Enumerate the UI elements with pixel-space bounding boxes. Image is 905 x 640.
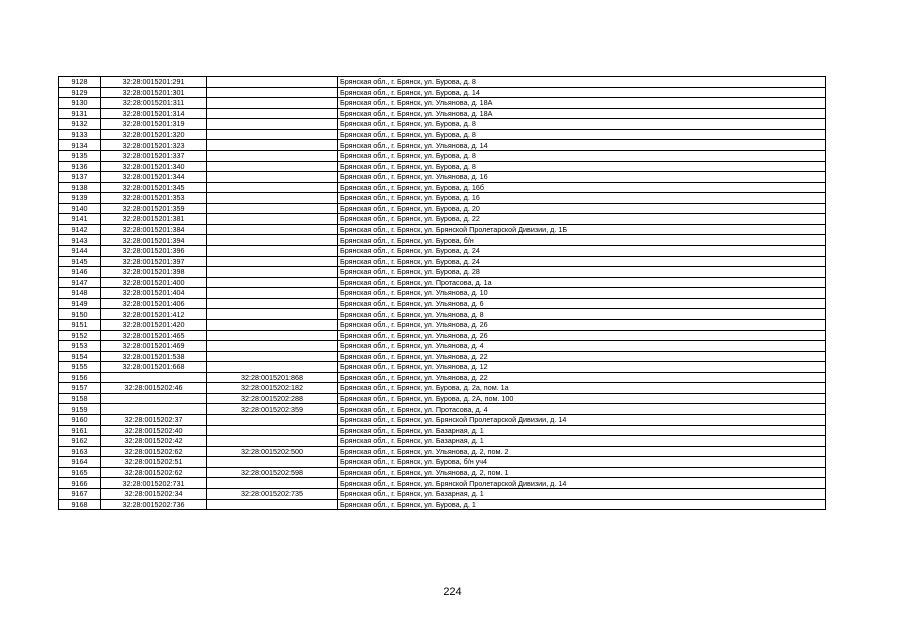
linked-cadastral-number-cell — [207, 478, 338, 489]
table-row — [59, 87, 826, 98]
cadastral-number-cell: 32:28:0015201:404 — [101, 288, 207, 299]
linked-cadastral-number-cell: 32:28:0015202:735 — [207, 488, 338, 499]
row-number-cell: 9145 — [59, 256, 101, 267]
row-number-cell: 9143 — [59, 235, 101, 246]
address-cell: Брянская обл., г. Брянск, ул. Ульянова, д. 18А — [338, 108, 826, 119]
address-cell: Брянская обл., г. Брянск, ул. Бурова, д. 22 — [338, 214, 826, 225]
address-cell: Брянская обл., г. Брянск, ул. Базарная, д. 1 — [338, 488, 826, 499]
linked-cadastral-number-cell — [207, 108, 338, 119]
table-row — [59, 436, 826, 447]
linked-cadastral-number-cell — [207, 425, 338, 436]
row-number-cell: 9150 — [59, 309, 101, 320]
row-number-cell: 9156 — [59, 372, 101, 383]
row-number-cell: 9135 — [59, 150, 101, 161]
row-number-cell: 9133 — [59, 129, 101, 140]
cadastral-number-cell — [101, 393, 207, 404]
address-cell: Брянская обл., г. Брянск, ул. Базарная, д. 1 — [338, 436, 826, 447]
row-number-cell: 9155 — [59, 362, 101, 373]
linked-cadastral-number-cell — [207, 256, 338, 267]
table-row — [59, 140, 826, 151]
cadastral-number-cell: 32:28:0015202:34 — [101, 488, 207, 499]
linked-cadastral-number-cell — [207, 140, 338, 151]
address-cell: Брянская обл., г. Брянск, ул. Бурова, д. 20 — [338, 203, 826, 214]
cadastral-number-cell: 32:28:0015201:381 — [101, 214, 207, 225]
row-number-cell: 9130 — [59, 98, 101, 109]
linked-cadastral-number-cell — [207, 87, 338, 98]
table-row — [59, 235, 826, 246]
row-number-cell: 9164 — [59, 457, 101, 468]
address-cell: Брянская обл., г. Брянск, ул. Базарная, д. 1 — [338, 425, 826, 436]
address-cell: Брянская обл., г. Брянск, ул. Брянской Пролетарской Дивизии, д. 14 — [338, 415, 826, 426]
linked-cadastral-number-cell — [207, 330, 338, 341]
cadastral-number-cell: 32:28:0015201:323 — [101, 140, 207, 151]
linked-cadastral-number-cell — [207, 436, 338, 447]
cadastral-number-cell: 32:28:0015201:301 — [101, 87, 207, 98]
table-row — [59, 193, 826, 204]
row-number-cell: 9154 — [59, 351, 101, 362]
address-cell: Брянская обл., г. Брянск, ул. Брянской Пролетарской Дивизии, д. 1Б — [338, 224, 826, 235]
table-row — [59, 108, 826, 119]
row-number-cell: 9132 — [59, 119, 101, 130]
cadastral-number-cell: 32:28:0015201:398 — [101, 267, 207, 278]
table-row — [59, 277, 826, 288]
table-row — [59, 77, 826, 88]
address-cell: Брянская обл., г. Брянск, ул. Бурова, д. 8 — [338, 77, 826, 88]
address-cell: Брянская обл., г. Брянск, ул. Ульянова, д. 10 — [338, 288, 826, 299]
linked-cadastral-number-cell — [207, 246, 338, 257]
address-cell: Брянская обл., г. Брянск, ул. Ульянова, д. 22 — [338, 351, 826, 362]
row-number-cell: 9168 — [59, 499, 101, 510]
linked-cadastral-number-cell: 32:28:0015202:500 — [207, 446, 338, 457]
table-row — [59, 383, 826, 394]
linked-cadastral-number-cell: 32:28:0015202:288 — [207, 393, 338, 404]
table-row — [59, 203, 826, 214]
address-cell: Брянская обл., г. Брянск, ул. Бурова, д. 1 — [338, 499, 826, 510]
row-number-cell: 9148 — [59, 288, 101, 299]
cadastral-number-cell: 32:28:0015201:319 — [101, 119, 207, 130]
address-cell: Брянская обл., г. Брянск, ул. Протасова, д. 1а — [338, 277, 826, 288]
address-cell: Брянская обл., г. Брянск, ул. Бурова, д. 2А, пом. 100 — [338, 393, 826, 404]
row-number-cell: 9138 — [59, 182, 101, 193]
address-cell: Брянская обл., г. Брянск, ул. Бурова, д. 16 — [338, 193, 826, 204]
row-number-cell: 9149 — [59, 298, 101, 309]
table-row — [59, 457, 826, 468]
address-cell: Брянская обл., г. Брянск, ул. Брянской Пролетарской Дивизии, д. 14 — [338, 478, 826, 489]
table-row — [59, 415, 826, 426]
linked-cadastral-number-cell — [207, 277, 338, 288]
table-row — [59, 446, 826, 457]
cadastral-number-cell: 32:28:0015201:359 — [101, 203, 207, 214]
linked-cadastral-number-cell — [207, 415, 338, 426]
linked-cadastral-number-cell — [207, 214, 338, 225]
linked-cadastral-number-cell — [207, 362, 338, 373]
row-number-cell: 9153 — [59, 341, 101, 352]
cadastral-number-cell: 32:28:0015201:538 — [101, 351, 207, 362]
linked-cadastral-number-cell — [207, 129, 338, 140]
linked-cadastral-number-cell: 32:28:0015202:182 — [207, 383, 338, 394]
table-row — [59, 298, 826, 309]
table-row — [59, 288, 826, 299]
linked-cadastral-number-cell — [207, 351, 338, 362]
address-cell: Брянская обл., г. Брянск, ул. Бурова, б/н — [338, 235, 826, 246]
address-cell: Брянская обл., г. Брянск, ул. Бурова, д. 24 — [338, 246, 826, 257]
linked-cadastral-number-cell — [207, 150, 338, 161]
linked-cadastral-number-cell — [207, 161, 338, 172]
cadastral-number-cell: 32:28:0015201:397 — [101, 256, 207, 267]
address-cell: Брянская обл., г. Брянск, ул. Бурова, д. 14 — [338, 87, 826, 98]
row-number-cell: 9129 — [59, 87, 101, 98]
linked-cadastral-number-cell — [207, 309, 338, 320]
table-row — [59, 214, 826, 225]
cadastral-number-cell: 32:28:0015201:406 — [101, 298, 207, 309]
cadastral-number-cell: 32:28:0015201:344 — [101, 172, 207, 183]
address-cell: Брянская обл., г. Брянск, ул. Ульянова, д. 26 — [338, 319, 826, 330]
table-row — [59, 351, 826, 362]
row-number-cell: 9139 — [59, 193, 101, 204]
table-row — [59, 119, 826, 130]
table-row — [59, 267, 826, 278]
row-number-cell: 9134 — [59, 140, 101, 151]
cadastral-number-cell: 32:28:0015201:384 — [101, 224, 207, 235]
table-row — [59, 404, 826, 415]
table-row — [59, 161, 826, 172]
linked-cadastral-number-cell — [207, 499, 338, 510]
cadastral-number-cell: 32:28:0015201:420 — [101, 319, 207, 330]
cadastral-number-cell: 32:28:0015201:337 — [101, 150, 207, 161]
address-cell: Брянская обл., г. Брянск, ул. Бурова, д. 28 — [338, 267, 826, 278]
cadastral-number-cell: 32:28:0015201:465 — [101, 330, 207, 341]
row-number-cell: 9141 — [59, 214, 101, 225]
row-number-cell: 9157 — [59, 383, 101, 394]
address-cell: Брянская обл., г. Брянск, ул. Ульянова, д. 16 — [338, 172, 826, 183]
cadastral-number-cell: 32:28:0015201:469 — [101, 341, 207, 352]
address-cell: Брянская обл., г. Брянск, ул. Бурова, д. 8 — [338, 129, 826, 140]
row-number-cell: 9163 — [59, 446, 101, 457]
row-number-cell: 9128 — [59, 77, 101, 88]
table-row — [59, 182, 826, 193]
row-number-cell: 9131 — [59, 108, 101, 119]
linked-cadastral-number-cell — [207, 172, 338, 183]
row-number-cell: 9142 — [59, 224, 101, 235]
cadastral-number-cell: 32:28:0015201:668 — [101, 362, 207, 373]
page-number: 224 — [443, 586, 462, 598]
cadastral-number-cell: 32:28:0015201:394 — [101, 235, 207, 246]
linked-cadastral-number-cell — [207, 203, 338, 214]
row-number-cell: 9144 — [59, 246, 101, 257]
cadastral-number-cell: 32:28:0015202:62 — [101, 446, 207, 457]
linked-cadastral-number-cell: 32:28:0015202:598 — [207, 467, 338, 478]
linked-cadastral-number-cell — [207, 457, 338, 468]
row-number-cell: 9160 — [59, 415, 101, 426]
address-cell: Брянская обл., г. Брянск, ул. Бурова, д. 8 — [338, 150, 826, 161]
table-row — [59, 246, 826, 257]
cadastral-number-cell: 32:28:0015202:736 — [101, 499, 207, 510]
cadastral-number-cell — [101, 404, 207, 415]
linked-cadastral-number-cell — [207, 119, 338, 130]
cadastral-number-cell: 32:28:0015202:62 — [101, 467, 207, 478]
table-row — [59, 150, 826, 161]
cadastral-number-cell: 32:28:0015201:311 — [101, 98, 207, 109]
table-row — [59, 467, 826, 478]
table-row — [59, 330, 826, 341]
cadastral-number-cell: 32:28:0015201:412 — [101, 309, 207, 320]
table-row — [59, 129, 826, 140]
linked-cadastral-number-cell — [207, 267, 338, 278]
table-row — [59, 372, 826, 383]
cadastral-number-cell: 32:28:0015202:42 — [101, 436, 207, 447]
table-row — [59, 224, 826, 235]
row-number-cell: 9140 — [59, 203, 101, 214]
linked-cadastral-number-cell — [207, 77, 338, 88]
address-cell: Брянская обл., г. Брянск, ул. Бурова, д. 16б — [338, 182, 826, 193]
row-number-cell: 9161 — [59, 425, 101, 436]
row-number-cell: 9165 — [59, 467, 101, 478]
cadastral-number-cell: 32:28:0015201:400 — [101, 277, 207, 288]
cadastral-number-cell: 32:28:0015201:345 — [101, 182, 207, 193]
cadastral-number-cell: 32:28:0015202:46 — [101, 383, 207, 394]
table-row — [59, 319, 826, 330]
row-number-cell: 9151 — [59, 319, 101, 330]
address-cell: Брянская обл., г. Брянск, ул. Бурова, б/н уч4 — [338, 457, 826, 468]
linked-cadastral-number-cell: 32:28:0015202:359 — [207, 404, 338, 415]
row-number-cell: 9158 — [59, 393, 101, 404]
table-row — [59, 499, 826, 510]
cadastral-number-cell: 32:28:0015201:314 — [101, 108, 207, 119]
linked-cadastral-number-cell — [207, 319, 338, 330]
table-row — [59, 488, 826, 499]
table-row — [59, 309, 826, 320]
table-row — [59, 256, 826, 267]
table-row — [59, 98, 826, 109]
row-number-cell: 9167 — [59, 488, 101, 499]
address-cell: Брянская обл., г. Брянск, ул. Ульянова, д. 12 — [338, 362, 826, 373]
cadastral-number-cell: 32:28:0015201:353 — [101, 193, 207, 204]
cadastral-number-cell: 32:28:0015201:340 — [101, 161, 207, 172]
address-cell: Брянская обл., г. Брянск, ул. Ульянова, д. 2, пом. 1 — [338, 467, 826, 478]
row-number-cell: 9146 — [59, 267, 101, 278]
cadastral-number-cell: 32:28:0015201:396 — [101, 246, 207, 257]
address-cell: Брянская обл., г. Брянск, ул. Ульянова, д. 22 — [338, 372, 826, 383]
address-cell: Брянская обл., г. Брянск, ул. Ульянова, д. 14 — [338, 140, 826, 151]
table-row — [59, 425, 826, 436]
address-cell: Брянская обл., г. Брянск, ул. Протасова, д. 4 — [338, 404, 826, 415]
linked-cadastral-number-cell — [207, 235, 338, 246]
address-cell: Брянская обл., г. Брянск, ул. Ульянова, д. 6 — [338, 298, 826, 309]
address-cell: Брянская обл., г. Брянск, ул. Бурова, д. 8 — [338, 161, 826, 172]
linked-cadastral-number-cell — [207, 341, 338, 352]
table-row — [59, 362, 826, 373]
address-cell: Брянская обл., г. Брянск, ул. Ульянова, д. 18А — [338, 98, 826, 109]
table-row — [59, 393, 826, 404]
registry-table-body — [59, 77, 826, 510]
cadastral-number-cell: 32:28:0015201:320 — [101, 129, 207, 140]
linked-cadastral-number-cell — [207, 98, 338, 109]
address-cell: Брянская обл., г. Брянск, ул. Бурова, д. 2а, пом. 1а — [338, 383, 826, 394]
linked-cadastral-number-cell — [207, 298, 338, 309]
row-number-cell: 9166 — [59, 478, 101, 489]
cadastral-number-cell: 32:28:0015202:51 — [101, 457, 207, 468]
linked-cadastral-number-cell — [207, 288, 338, 299]
linked-cadastral-number-cell — [207, 193, 338, 204]
address-cell: Брянская обл., г. Брянск, ул. Бурова, д. 24 — [338, 256, 826, 267]
cadastral-number-cell: 32:28:0015202:40 — [101, 425, 207, 436]
cadastral-number-cell — [101, 372, 207, 383]
row-number-cell: 9159 — [59, 404, 101, 415]
address-cell: Брянская обл., г. Брянск, ул. Ульянова, д. 2, пом. 2 — [338, 446, 826, 457]
address-cell: Брянская обл., г. Брянск, ул. Ульянова, д. 4 — [338, 341, 826, 352]
row-number-cell: 9137 — [59, 172, 101, 183]
cadastral-number-cell: 32:28:0015201:291 — [101, 77, 207, 88]
row-number-cell: 9147 — [59, 277, 101, 288]
row-number-cell: 9162 — [59, 436, 101, 447]
address-cell: Брянская обл., г. Брянск, ул. Бурова, д. 8 — [338, 119, 826, 130]
table-row — [59, 341, 826, 352]
address-cell: Брянская обл., г. Брянск, ул. Ульянова, д. 8 — [338, 309, 826, 320]
linked-cadastral-number-cell: 32:28:0015201:868 — [207, 372, 338, 383]
row-number-cell: 9136 — [59, 161, 101, 172]
address-cell: Брянская обл., г. Брянск, ул. Ульянова, д. 26 — [338, 330, 826, 341]
table-row — [59, 478, 826, 489]
linked-cadastral-number-cell — [207, 182, 338, 193]
table-row — [59, 172, 826, 183]
row-number-cell: 9152 — [59, 330, 101, 341]
cadastral-number-cell: 32:28:0015202:37 — [101, 415, 207, 426]
cadastral-number-cell: 32:28:0015202:731 — [101, 478, 207, 489]
linked-cadastral-number-cell — [207, 224, 338, 235]
registry-table — [58, 76, 826, 510]
